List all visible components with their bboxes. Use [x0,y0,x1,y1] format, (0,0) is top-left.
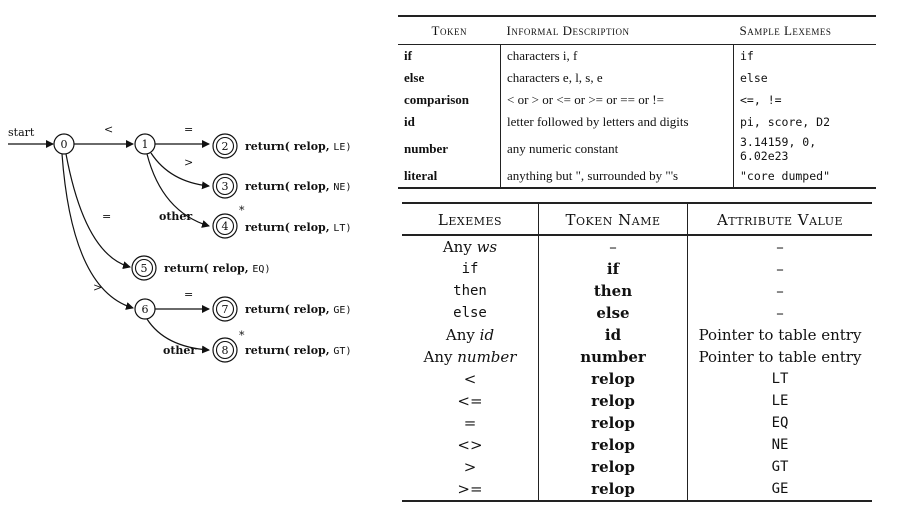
svg-text:7: 7 [221,303,229,316]
attribute-cell: – [776,260,784,278]
state-4 [213,214,237,238]
token-name-cell: then [539,280,688,302]
svg-text:8: 8 [221,344,229,357]
token-name-cell: id [539,324,688,346]
lexeme-cell: then [402,280,539,302]
attribute-cell: – [776,282,784,300]
lexeme-cell: < [402,368,539,390]
state-7 [213,297,237,321]
state-6 [135,299,155,319]
lexeme-cell: <= [402,390,539,412]
lexeme-cell: <> [402,434,539,456]
token-cell: number [398,133,501,165]
state-1 [135,134,155,154]
lexemes-cell: if [740,49,754,63]
token-name-cell: if [539,258,688,280]
attribute-cell: LT [771,371,789,387]
attribute-cell: GT [771,459,789,475]
table-row [402,258,872,280]
description-cell: characters i, f [501,45,734,68]
svg-text:0: 0 [60,138,68,151]
edge-1-3 [151,153,209,186]
header-lexemes: Lexemes [402,203,539,235]
token-name-cell: relop [539,478,688,501]
edge-label-0-6: > [93,281,103,294]
edge-0-5 [66,154,130,267]
attribute-cell: NE [771,437,789,453]
token-cell: literal [398,165,501,188]
header-attribute-value: Attribute Value [688,203,873,235]
state-0 [54,134,74,154]
description-cell: any numeric constant [501,133,734,165]
retract-mark-4: * [239,204,245,217]
description-cell: anything but ", surrounded by "'s [501,165,734,188]
action-state-2: return( relop, LE) [245,140,352,153]
token-cell: id [398,111,501,133]
attribute-cell: Pointer to table entry [698,348,862,366]
lexeme-cell: if [402,258,539,280]
lexemes-cell: pi, score, D2 [740,115,831,129]
token-name-cell: – [539,235,688,258]
attribute-cell: EQ [771,415,789,431]
action-state-8: return( relop, GT) [245,344,352,357]
retract-mark-8: * [239,329,245,342]
description-cell: characters e, l, s, e [501,67,734,89]
token-cell: comparison [398,89,501,111]
table-header-row [398,16,876,45]
token-name-cell: else [539,302,688,324]
edge-label-6-7: = [184,288,194,301]
table-row [402,280,872,302]
edge-label-1-3: > [184,156,194,169]
token-cell: if [398,45,501,68]
header-sample-lexemes: Sample Lexemes [734,16,877,45]
lexeme-cell: > [402,456,539,478]
token-name-cell: relop [539,412,688,434]
header-token-name: Token Name [539,203,688,235]
svg-text:2: 2 [221,140,229,153]
token-name-cell: relop [539,368,688,390]
token-name-cell: relop [539,434,688,456]
state-3 [213,174,237,198]
start-label: start [8,126,35,139]
svg-text:3: 3 [221,180,229,193]
state-8 [213,338,237,362]
table-row [402,324,872,346]
state-5 [132,256,156,280]
table-row [398,89,876,111]
token-cell: else [398,67,501,89]
table-row [402,390,872,412]
attribute-cell: GE [771,481,789,497]
token-name-cell: relop [539,456,688,478]
lexeme-cell: Any ws [402,235,539,258]
header-token: Token [398,16,501,45]
lexemes-cell: <=, != [740,93,782,107]
table-row [402,412,872,434]
table-row [398,133,876,165]
description-cell: letter followed by letters and digits [501,111,734,133]
lexemes-cell: "core dumped" [740,169,831,183]
table-row [402,302,872,324]
relop-transition-diagram [0,0,390,519]
table-row [402,434,872,456]
table-row [398,67,876,89]
token-name-cell: relop [539,390,688,412]
lexeme-cell: >= [402,478,539,501]
lexeme-cell: = [402,412,539,434]
lexeme-cell: else [402,302,539,324]
edge-label-1-2: = [184,123,194,136]
svg-text:6: 6 [141,303,149,316]
attribute-cell: – [776,304,784,322]
description-cell: < or > or <= or >= or == or != [501,89,734,111]
action-state-7: return( relop, GE) [245,303,352,316]
table-row [402,346,872,368]
token-description-table [398,15,876,189]
lexemes-cell: else [740,71,768,85]
lexemes-cell: 3.14159, 0, 6.02e23 [740,135,817,163]
lexeme-token-attribute-table [402,202,872,502]
attribute-cell: Pointer to table entry [698,326,862,344]
table-row [398,165,876,188]
table-row [402,235,872,258]
header-informal-description: Informal Description [501,16,734,45]
lexeme-cell: Any id [402,324,539,346]
attribute-cell: LE [771,393,789,409]
edge-label-0-5: = [102,210,112,223]
edge-label-0-1: < [104,123,114,136]
table-row [402,478,872,501]
edge-label-6-8: other [163,344,197,357]
svg-text:4: 4 [221,220,229,233]
attribute-cell: – [776,238,784,256]
table-row [402,368,872,390]
action-state-3: return( relop, NE) [245,180,352,193]
action-state-4: return( relop, LT) [245,221,352,234]
edge-label-1-4: other [159,210,193,223]
table-header-row [402,203,872,235]
svg-text:5: 5 [140,262,148,275]
table-row [398,45,876,68]
token-name-cell: number [539,346,688,368]
lexeme-cell: Any number [402,346,539,368]
svg-text:1: 1 [141,138,149,151]
state-2 [213,134,237,158]
action-state-5: return( relop, EQ) [164,262,271,275]
table-row [398,111,876,133]
table-row [402,456,872,478]
